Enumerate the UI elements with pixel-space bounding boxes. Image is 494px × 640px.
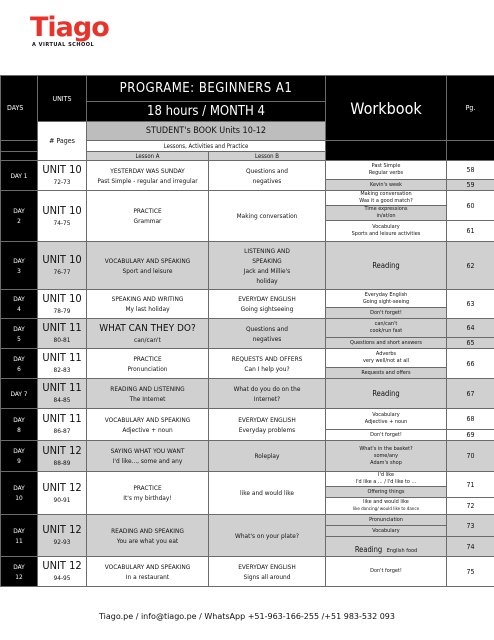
- day-label: [1, 409, 38, 441]
- lesson-b-subtitle: Jack and Millie's: [243, 266, 291, 275]
- page-number: 73: [447, 515, 494, 537]
- lesson-a-cell: [87, 441, 209, 472]
- workbook-item-title: Time expressions: [364, 206, 408, 212]
- day-label: [1, 349, 38, 379]
- workbook-header: Workbook: [326, 76, 447, 141]
- header-days: DAYS: [1, 76, 38, 141]
- unit-pages: 88-89: [53, 458, 71, 467]
- lesson-b-title: Questions and: [245, 166, 289, 175]
- workbook-item-title: I'd like: [378, 472, 394, 478]
- lesson-a-subtitle: In a restaurant: [125, 572, 170, 581]
- lesson-a-title: PRACTICE: [133, 354, 162, 363]
- workbook-item: [326, 441, 447, 472]
- workbook-item-subtitle: cook/run fast: [369, 328, 403, 334]
- workbook-item-subtitle: I'd like a ... / I'd like to ...: [355, 479, 417, 485]
- workbook-item-title: Past Simple: [371, 163, 401, 169]
- lesson-b-cell: [209, 161, 326, 191]
- day-number: 11: [15, 536, 23, 545]
- lesson-a-subtitle: Sport and leisure: [122, 266, 173, 275]
- unit-label: UNIT 10: [42, 253, 82, 266]
- unit-label: UNIT 10: [42, 163, 82, 176]
- workbook-item-title: Everyday English: [364, 291, 408, 298]
- page-number: 68: [447, 409, 494, 430]
- logo-wordmark: Tiago: [30, 12, 109, 43]
- lesson-b-cell: What's on your plate?: [209, 515, 326, 557]
- workbook-item-title: Vocabulary: [372, 224, 400, 230]
- day-label: [1, 441, 38, 472]
- unit-cell: [38, 349, 87, 379]
- lesson-a-cell: [87, 515, 209, 557]
- lesson-b-subtitle: Signs all around: [243, 572, 291, 581]
- lesson-b-subtitle: negatives: [252, 176, 282, 185]
- lesson-a-title: PRACTICE: [133, 207, 162, 215]
- unit-pages: 84-85: [53, 396, 71, 404]
- lesson-a-title: SAYING WHAT YOU WANT: [110, 447, 185, 455]
- page-number: 59: [447, 180, 494, 191]
- day-label: [1, 319, 38, 349]
- unit-pages: 82-83: [53, 366, 71, 374]
- lesson-a-subtitle: can/can't: [134, 336, 161, 344]
- page-number: 60: [447, 191, 494, 221]
- lesson-a-cell: [87, 409, 209, 441]
- unit-cell: [38, 409, 87, 441]
- day-label: [1, 191, 38, 242]
- lesson-b-title: LISTENING AND: [244, 246, 290, 255]
- workbook-item: [326, 409, 447, 430]
- workbook-item: [326, 319, 447, 338]
- day-number: 8: [17, 425, 21, 434]
- unit-cell: [38, 379, 87, 409]
- page-number: 58: [447, 161, 494, 180]
- day-number: 5: [17, 334, 21, 343]
- page-header-spacer: [447, 141, 494, 161]
- day-label: [1, 557, 38, 587]
- workbook-item-extra: Adam's shop: [370, 459, 402, 466]
- lesson-a-cell: [87, 557, 209, 587]
- day-number: 9: [17, 457, 21, 465]
- workbook-item-subtitle: Regular verbs: [368, 170, 404, 176]
- unit-label: UNIT 12: [42, 523, 82, 536]
- page-number: 61: [447, 221, 494, 242]
- lesson-a-subtitle: My last holiday: [125, 305, 170, 313]
- header-days-spacer-2: [1, 152, 38, 161]
- workbook-item-subtitle: Adjective + noun: [364, 419, 408, 425]
- lesson-b-title: What do you do on the: [233, 384, 301, 393]
- unit-pages: 72-73: [53, 178, 71, 186]
- day-word: DAY: [13, 484, 25, 492]
- workbook-item: Questions and short answers: [326, 338, 447, 349]
- unit-pages: 94-95: [53, 574, 71, 582]
- schedule-table: [0, 75, 494, 587]
- page-number: 75: [447, 557, 494, 587]
- header-units: UNITS: [38, 76, 87, 122]
- day-number: 3: [17, 266, 21, 275]
- workbook-item: [326, 290, 447, 308]
- workbook-item: Pronunciation: [326, 515, 447, 526]
- workbook-item: Don't forget!: [326, 557, 447, 587]
- program-hours: 18 hours / MONTH 4: [87, 102, 326, 122]
- workbook-item-title: What's in the basket?: [359, 445, 413, 452]
- lesson-a-title: VOCABULARY AND SPEAKING: [104, 562, 191, 571]
- workbook-item-title: Adverbs: [375, 351, 397, 357]
- page-number: 65: [447, 338, 494, 349]
- lesson-b-subtitle: Everyday problems: [238, 425, 296, 434]
- program-title: PROGRAME: BEGINNERS A1: [87, 76, 326, 102]
- lesson-a-cell: [87, 161, 209, 191]
- lesson-a-title: READING AND SPEAKING: [111, 526, 184, 535]
- day-word: DAY: [13, 562, 25, 571]
- lesson-b-cell: Roleplay: [209, 441, 326, 472]
- workbook-item-subtitle: Sports and leisure activities: [351, 231, 421, 237]
- workbook-item: [326, 472, 447, 487]
- day-label: DAY 1: [1, 161, 38, 191]
- day-word: DAY: [13, 256, 25, 265]
- workbook-item: [326, 498, 447, 515]
- workbook-item: [326, 537, 447, 557]
- unit-cell: [38, 472, 87, 515]
- lesson-a-cell: [87, 290, 209, 319]
- unit-cell: [38, 161, 87, 191]
- unit-label: UNIT 11: [42, 351, 82, 364]
- day-label: DAY 7: [1, 379, 38, 409]
- lesson-a-cell: [87, 319, 209, 349]
- workbook-item-subtitle: Was it a good match?: [359, 198, 413, 204]
- day-word: DAY: [13, 324, 25, 333]
- unit-label: UNIT 12: [42, 443, 82, 457]
- students-book-header: STUDENT's BOOK Units 10-12: [87, 122, 326, 141]
- unit-pages: 80-81: [53, 336, 71, 344]
- lesson-a-subtitle: Pronunciation: [127, 364, 168, 373]
- workbook-item-subtitle: Going sight-seeing: [362, 298, 410, 305]
- lesson-a-cell: [87, 349, 209, 379]
- contact-footer: Tiago.pe / info@tiago.pe / WhatsApp +51-963-166-255 /+51 983-532 093: [99, 612, 395, 621]
- lesson-a-subtitle: I'd like..., some and any: [112, 457, 183, 465]
- unit-cell: [38, 242, 87, 290]
- unit-cell: [38, 290, 87, 319]
- page-header: Pg.: [447, 76, 494, 141]
- page-number: 69: [447, 430, 494, 441]
- lesson-a-title: SPEAKING AND WRITING: [111, 295, 184, 303]
- workbook-item: Requests and offers: [326, 368, 447, 379]
- unit-pages: 78-79: [53, 306, 71, 315]
- workbook-item-title: like and would like: [363, 499, 409, 505]
- unit-label: UNIT 11: [42, 321, 82, 334]
- unit-label: UNIT 10: [42, 203, 82, 217]
- page-number: 70: [447, 441, 494, 472]
- workbook-item-subtitle: English food: [386, 548, 418, 554]
- day-label: [1, 290, 38, 319]
- unit-cell: [38, 557, 87, 587]
- page-number: 63: [447, 290, 494, 319]
- day-number: 6: [17, 364, 21, 373]
- lesson-a-title: PRACTICE: [133, 484, 162, 492]
- workbook-item: Kevin's week: [326, 180, 447, 191]
- workbook-item-title: Making conversation: [360, 191, 412, 197]
- day-word: DAY: [13, 415, 25, 424]
- lesson-b-cell: [209, 557, 326, 587]
- workbook-item: [326, 191, 447, 206]
- lesson-b-title: Questions and: [245, 324, 289, 333]
- lesson-b-cell: [209, 409, 326, 441]
- lesson-b-title: EVERYDAY ENGLISH: [238, 295, 296, 303]
- day-label: [1, 472, 38, 515]
- workbook-item: [326, 221, 447, 242]
- unit-pages: 92-93: [53, 538, 71, 546]
- header-pages: # Pages: [38, 122, 87, 161]
- unit-pages: 90-91: [53, 495, 71, 504]
- lesson-b-cell: [209, 379, 326, 409]
- unit-label: UNIT 10: [42, 291, 82, 305]
- workbook-header-spacer: [326, 141, 447, 161]
- page-number: 71: [447, 472, 494, 498]
- day-word: DAY: [13, 295, 25, 303]
- workbook-item-subtitle: very well/not at all: [362, 358, 409, 364]
- lesson-a-header: Lesson A: [87, 152, 209, 161]
- page-number: 74: [447, 537, 494, 557]
- lesson-b-subtitle: Can I help you?: [244, 364, 290, 373]
- lesson-a-title: VOCABULARY AND SPEAKING: [104, 256, 191, 265]
- day-number: 2: [17, 217, 21, 225]
- workbook-item: Don't forget!: [326, 308, 447, 319]
- lesson-b-title: REQUESTS AND OFFERS: [231, 354, 303, 363]
- workbook-item-subtitle: like dancing/ would like to dance: [352, 507, 420, 512]
- unit-label: UNIT 12: [42, 480, 82, 494]
- workbook-item: [326, 206, 447, 221]
- workbook-item-subtitle: in/at/on: [376, 213, 396, 219]
- lesson-a-cell: [87, 379, 209, 409]
- unit-cell: [38, 515, 87, 557]
- day-number: 12: [15, 572, 23, 581]
- lesson-a-subtitle: Adjective + noun: [122, 425, 173, 434]
- lesson-b-cell: Making conversation: [209, 191, 326, 242]
- lesson-a-subtitle: Grammar: [133, 217, 162, 225]
- lesson-b-cell: [209, 319, 326, 349]
- unit-label: UNIT 12: [42, 559, 82, 572]
- day-word: DAY: [13, 207, 25, 215]
- workbook-item: [326, 161, 447, 180]
- lesson-a-title: WHAT CAN THEY DO?: [99, 323, 196, 334]
- unit-pages: 76-77: [53, 268, 71, 276]
- page-number: 64: [447, 319, 494, 338]
- lesson-a-subtitle: You are what you eat: [116, 536, 179, 545]
- lesson-a-title: YESTERDAY WAS SUNDAY: [110, 166, 185, 175]
- lesson-b-subtitle-2: holiday: [256, 276, 278, 285]
- tiago-logo: [30, 14, 140, 52]
- lesson-a-subtitle: It's my birthday!: [123, 494, 172, 502]
- lesson-b-subtitle: Going sightseeing: [240, 305, 294, 313]
- page-number: 72: [447, 498, 494, 515]
- lesson-a-title: READING AND LISTENING: [110, 384, 185, 393]
- logo-tagline: A VIRTUAL SCHOOL: [32, 42, 95, 48]
- lesson-a-subtitle: Past Simple - regular and irregular: [97, 176, 198, 185]
- workbook-item: Don't forget!: [326, 430, 447, 441]
- workbook-item: Vocabulary: [326, 526, 447, 537]
- workbook-item-title: can/can't: [374, 321, 398, 327]
- lesson-b-title: EVERYDAY ENGLISH: [238, 562, 296, 571]
- day-word: DAY: [13, 526, 25, 535]
- lesson-b-subtitle: negatives: [252, 334, 282, 343]
- lesson-a-cell: [87, 472, 209, 515]
- lesson-b-subtitle: Internet?: [253, 394, 281, 403]
- page-number: 62: [447, 242, 494, 290]
- lesson-a-cell: [87, 242, 209, 290]
- day-word: DAY: [13, 447, 25, 455]
- day-number: 4: [17, 305, 21, 313]
- lesson-a-subtitle: The Internet: [129, 394, 166, 403]
- lesson-a-title: VOCABULARY AND SPEAKING: [104, 415, 191, 424]
- unit-pages: 86-87: [53, 427, 71, 435]
- lessons-activities-header: Lessons, Activities and Practice: [87, 141, 326, 152]
- lesson-b-title-2: SPEAKING: [252, 256, 282, 265]
- lesson-b-cell: like and would like: [209, 472, 326, 515]
- workbook-item: [326, 349, 447, 368]
- lesson-b-cell: [209, 349, 326, 379]
- day-word: DAY: [13, 354, 25, 363]
- unit-label: UNIT 11: [42, 381, 82, 394]
- lesson-b-title: EVERYDAY ENGLISH: [238, 415, 296, 424]
- unit-cell: [38, 441, 87, 472]
- workbook-item-title: Vocabulary: [372, 412, 400, 418]
- day-number: 10: [15, 494, 23, 502]
- page-number: 67: [447, 379, 494, 409]
- lesson-b-cell: [209, 290, 326, 319]
- workbook-item: Reading: [326, 242, 447, 290]
- workbook-item-subtitle: some/any: [373, 452, 399, 459]
- workbook-item: Offering things: [326, 487, 447, 498]
- unit-cell: [38, 191, 87, 242]
- lesson-b-header: Lesson B: [209, 152, 326, 161]
- unit-pages: 74-75: [53, 218, 71, 227]
- lesson-a-cell: [87, 191, 209, 242]
- header-days-spacer: [1, 141, 38, 152]
- page-number: 66: [447, 349, 494, 379]
- unit-label: UNIT 11: [42, 412, 82, 425]
- day-label: [1, 242, 38, 290]
- day-label: [1, 515, 38, 557]
- unit-cell: [38, 319, 87, 349]
- lesson-b-cell: [209, 242, 326, 290]
- workbook-item-title: Reading: [354, 545, 383, 554]
- workbook-item: Reading: [326, 379, 447, 409]
